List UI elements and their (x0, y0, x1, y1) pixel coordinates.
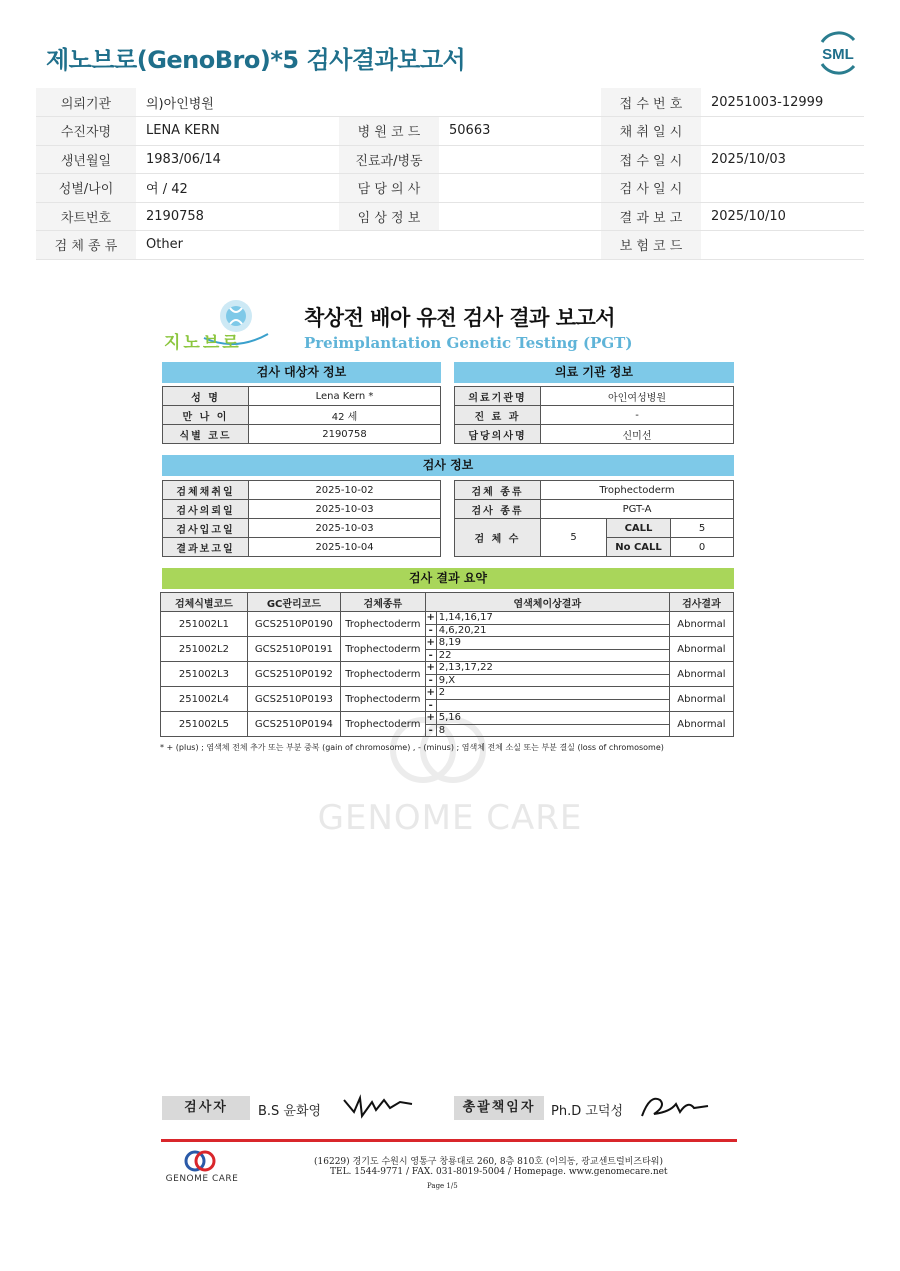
gain-line (426, 662, 669, 674)
loss-value (437, 700, 439, 711)
gain-line (426, 612, 669, 624)
kv-value: - (541, 406, 734, 425)
chromosome-result (425, 637, 669, 662)
gc-code: GCS2510P0190 (247, 612, 340, 637)
kv-row (163, 481, 441, 500)
loss-line (426, 699, 669, 711)
sample-type: Trophectoderm (340, 662, 425, 687)
info-label: 차트번호 (36, 202, 136, 231)
minus-sign: - (426, 700, 437, 711)
plus-sign: + (426, 612, 435, 623)
kv-value: 2025-10-03 (249, 500, 441, 519)
info-value (439, 231, 601, 260)
company-address: (16229) 경기도 수원시 영통구 창룡대로 260, 8층 810호 (이의동, 광교센트럴비즈타워) (314, 1157, 663, 1167)
gc-code: GCS2510P0193 (247, 687, 340, 712)
gain-value: 5,16 (438, 712, 462, 723)
info-label: 결 과 보 고 (601, 202, 701, 231)
gain-value: 2,13,17,22 (438, 662, 493, 673)
sample-type: Trophectoderm (340, 612, 425, 637)
plus-sign: + (426, 712, 435, 723)
info-label: 보 험 코 드 (601, 231, 701, 260)
kv-label: 검사입고일 (163, 519, 249, 538)
sample-count-label: 검 체 수 (455, 519, 541, 557)
chief-label: 총괄책임자 (454, 1096, 544, 1120)
info-value (439, 202, 601, 231)
info-row (36, 88, 864, 117)
kv-row (455, 387, 734, 406)
table-row (161, 637, 734, 662)
test-result: Abnormal (669, 687, 733, 712)
loss-value: 9,X (438, 675, 456, 686)
info-label: 진료과/병동 (339, 145, 439, 174)
gain-value: 1,14,16,17 (438, 612, 493, 623)
sample-id: 251002L2 (161, 637, 248, 662)
plus-sign: + (426, 637, 435, 648)
info-value (439, 145, 601, 174)
test-dates-table (162, 480, 441, 557)
kv-value: 2190758 (249, 425, 441, 444)
kv-label: 의료기관명 (455, 387, 541, 406)
info-value: 여 / 42 (136, 174, 339, 203)
kv-row (455, 406, 734, 425)
minus-sign: - (426, 650, 437, 661)
info-value: 1983/06/14 (136, 145, 339, 174)
info-row (36, 145, 864, 174)
institution-section-header: 의료 기관 정보 (454, 362, 734, 383)
info-value (439, 174, 601, 203)
minus-sign: - (426, 625, 437, 636)
test-type-value: PGT-A (541, 500, 734, 519)
info-label: 담 당 의 사 (339, 174, 439, 203)
summary-header-cell: 검체식별코드 (161, 593, 248, 612)
gain-line (426, 687, 669, 699)
loss-line (426, 649, 669, 661)
patient-info-table (36, 88, 864, 260)
kv-label: 검사의뢰일 (163, 500, 249, 519)
info-value (701, 117, 864, 146)
sample-type: Trophectoderm (340, 637, 425, 662)
info-value: 2025/10/10 (701, 202, 864, 231)
info-value: 의)아인병원 (136, 88, 339, 117)
report-subtitle: Preimplantation Genetic Testing (PGT) (304, 334, 633, 352)
kv-row (163, 519, 441, 538)
kv-row (163, 500, 441, 519)
genobro-logo-text: 지노브로 (164, 333, 242, 353)
kv-row (163, 406, 441, 425)
info-label: 검 사 일 시 (601, 174, 701, 203)
test-type-table (454, 480, 734, 557)
summary-table (160, 592, 734, 737)
kv-row (163, 538, 441, 557)
call-value: 5 (671, 519, 734, 538)
page-title: 제노브로(GenoBro)*5 검사결과보고서 (46, 46, 466, 74)
kv-label: 담당의사명 (455, 425, 541, 444)
tester-signature-icon (340, 1090, 416, 1122)
tester-name: B.S 윤화영 (258, 1104, 322, 1119)
subject-section-header: 검사 대상자 정보 (162, 362, 441, 383)
company-name: GENOME CARE (165, 1174, 239, 1184)
chromosome-result (425, 662, 669, 687)
nocall-label: No CALL (607, 538, 671, 557)
sample-id: 251002L3 (161, 662, 248, 687)
info-value: 2025/10/03 (701, 145, 864, 174)
gain-line (426, 637, 669, 649)
nocall-value: 0 (671, 538, 734, 557)
kv-label: 식별 코드 (163, 425, 249, 444)
sample-count-value: 5 (541, 519, 607, 557)
table-row (161, 712, 734, 737)
gc-code: GCS2510P0192 (247, 662, 340, 687)
info-value: LENA KERN (136, 117, 339, 146)
gain-line (426, 712, 669, 724)
sample-id: 251002L4 (161, 687, 248, 712)
kv-label: 결과보고일 (163, 538, 249, 557)
sample-type: Trophectoderm (340, 712, 425, 737)
loss-value: 22 (438, 650, 452, 661)
test-section-header: 검사 정보 (162, 455, 734, 476)
sample-type-value: Trophectoderm (541, 481, 734, 500)
table-row (161, 662, 734, 687)
kv-value: 신미선 (541, 425, 734, 444)
info-label: 병 원 코 드 (339, 117, 439, 146)
footnote: * + (plus) ; 염색체 전체 추가 또는 부분 중복 (gain of chromosome) , - (minus) ; 염색체 전체 소실 또는 부분 결실 (loss of chromosome) (160, 743, 664, 752)
kv-value: 2025-10-04 (249, 538, 441, 557)
summary-header-cell: 검사결과 (669, 593, 733, 612)
gain-value: 2 (438, 687, 446, 698)
kv-row (163, 387, 441, 406)
info-label (339, 88, 439, 117)
call-label: CALL (607, 519, 671, 538)
loss-value: 8 (438, 725, 446, 736)
kv-value: 2025-10-02 (249, 481, 441, 500)
sample-id: 251002L1 (161, 612, 248, 637)
svg-text:SML: SML (822, 46, 854, 63)
info-value (701, 174, 864, 203)
info-label: 검 체 종 류 (36, 231, 136, 260)
chromosome-result (425, 612, 669, 637)
info-value: 50663 (439, 117, 601, 146)
info-label: 생년월일 (36, 145, 136, 174)
subject-table (162, 386, 441, 444)
loss-value: 4,6,20,21 (438, 625, 487, 636)
info-label (339, 231, 439, 260)
info-label: 접 수 일 시 (601, 145, 701, 174)
test-result: Abnormal (669, 637, 733, 662)
kv-label: 성 명 (163, 387, 249, 406)
loss-line (426, 674, 669, 686)
kv-value: 아인여성병원 (541, 387, 734, 406)
kv-row (455, 425, 734, 444)
chromosome-result (425, 712, 669, 737)
info-value: 20251003-12999 (701, 88, 864, 117)
summary-header-cell: 검체종류 (340, 593, 425, 612)
sample-id: 251002L5 (161, 712, 248, 737)
institution-table (454, 386, 734, 444)
kv-label: 검체채취일 (163, 481, 249, 500)
footer-divider (161, 1139, 737, 1142)
kv-value: Lena Kern * (249, 387, 441, 406)
summary-header-cell: GC관리코드 (247, 593, 340, 612)
genomecare-logo-icon (182, 1150, 218, 1172)
gc-code: GCS2510P0194 (247, 712, 340, 737)
info-value: 2190758 (136, 202, 339, 231)
minus-sign: - (426, 725, 437, 736)
company-contact: TEL. 1544-9771 / FAX. 031-8019-5004 / Homepage. www.genomecare.net (330, 1167, 668, 1177)
sml-logo (814, 30, 862, 76)
sample-type-label: 검체 종류 (455, 481, 541, 500)
plus-sign: + (426, 687, 435, 698)
info-row (36, 231, 864, 260)
chief-name: Ph.D 고덕성 (551, 1104, 624, 1119)
info-label: 임 상 정 보 (339, 202, 439, 231)
summary-section-header: 검사 결과 요약 (162, 568, 734, 589)
info-row (36, 117, 864, 146)
loss-line (426, 724, 669, 736)
page-number: Page 1/5 (427, 1182, 458, 1190)
test-result: Abnormal (669, 712, 733, 737)
report-title: 착상전 배아 유전 검사 결과 보고서 (304, 306, 616, 330)
chief-signature-icon (636, 1090, 712, 1122)
kv-value: 42 세 (249, 406, 441, 425)
loss-line (426, 624, 669, 636)
info-value (439, 88, 601, 117)
chromosome-result (425, 687, 669, 712)
watermark-text: GENOME CARE (317, 798, 583, 838)
info-row (36, 202, 864, 231)
tester-label: 검사자 (162, 1096, 250, 1120)
kv-label: 진 료 과 (455, 406, 541, 425)
kv-label: 만 나 이 (163, 406, 249, 425)
info-value: Other (136, 231, 339, 260)
info-label: 성별/나이 (36, 174, 136, 203)
summary-header-cell: 염색체이상결과 (425, 593, 669, 612)
info-row (36, 174, 864, 203)
test-result: Abnormal (669, 612, 733, 637)
kv-value: 2025-10-03 (249, 519, 441, 538)
info-label: 채 취 일 시 (601, 117, 701, 146)
gc-code: GCS2510P0191 (247, 637, 340, 662)
info-label: 접 수 번 호 (601, 88, 701, 117)
kv-row (163, 425, 441, 444)
info-value (701, 231, 864, 260)
sample-type: Trophectoderm (340, 687, 425, 712)
test-result: Abnormal (669, 662, 733, 687)
gain-value: 8,19 (438, 637, 462, 648)
minus-sign: - (426, 675, 437, 686)
table-row (161, 687, 734, 712)
test-type-label: 검사 종류 (455, 500, 541, 519)
plus-sign: + (426, 662, 435, 673)
table-row (161, 612, 734, 637)
info-label: 의뢰기관 (36, 88, 136, 117)
info-label: 수진자명 (36, 117, 136, 146)
